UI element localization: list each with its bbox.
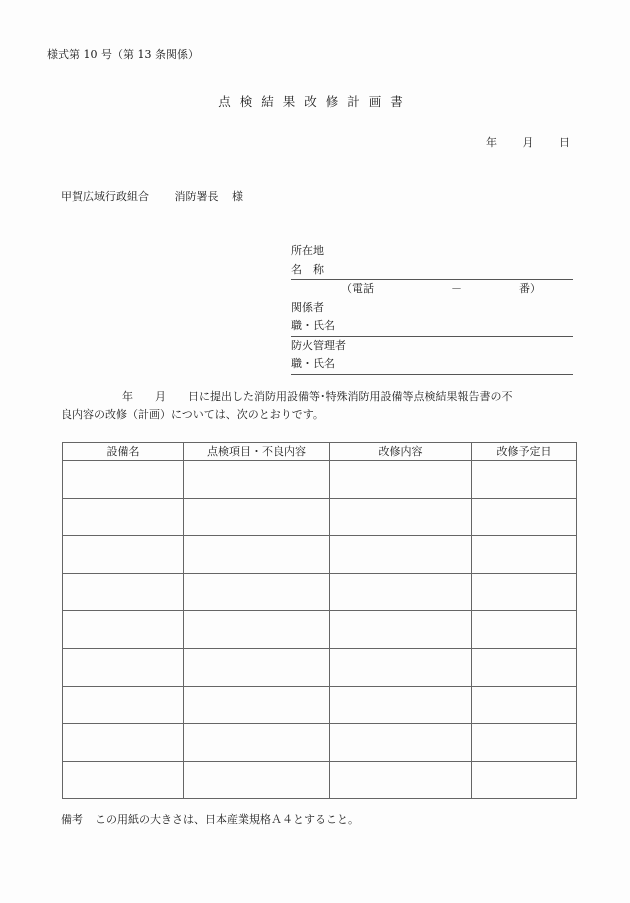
inspection-item-cell[interactable] bbox=[184, 761, 330, 799]
equipment-name-cell[interactable] bbox=[63, 611, 184, 649]
repair-content-cell[interactable] bbox=[330, 761, 472, 799]
date-month-label: 月 bbox=[522, 136, 534, 149]
scheduled-date-cell[interactable] bbox=[472, 536, 577, 574]
table-row bbox=[63, 611, 577, 649]
table-row bbox=[63, 761, 577, 799]
name-field[interactable] bbox=[291, 261, 573, 281]
table-row bbox=[63, 498, 577, 536]
header-equipment-name: 設備名 bbox=[63, 443, 184, 461]
inspection-item-cell[interactable] bbox=[184, 573, 330, 611]
submission-date bbox=[486, 134, 570, 150]
addressee-position: 消防署長 bbox=[174, 190, 219, 203]
fire-manager-label: 防火管理者 bbox=[291, 338, 346, 352]
applicant-block bbox=[291, 242, 573, 375]
scheduled-date-cell[interactable] bbox=[472, 761, 577, 799]
header-inspection-item: 点検項目・不良内容 bbox=[184, 443, 330, 461]
inspection-item-cell[interactable] bbox=[184, 686, 330, 724]
scheduled-date-cell[interactable] bbox=[472, 461, 577, 499]
phone-open-label: （電話 bbox=[341, 282, 374, 295]
fire-manager-heading bbox=[291, 337, 573, 356]
repair-content-cell[interactable] bbox=[330, 686, 472, 724]
scheduled-date-cell[interactable] bbox=[472, 498, 577, 536]
body-year: 年 bbox=[122, 390, 133, 403]
repair-content-cell[interactable] bbox=[330, 461, 472, 499]
equipment-name-cell[interactable] bbox=[63, 498, 184, 536]
table-header-row bbox=[63, 443, 577, 461]
equipment-name-cell[interactable] bbox=[63, 536, 184, 574]
related-party-heading bbox=[291, 299, 573, 318]
inspection-item-cell[interactable] bbox=[184, 536, 330, 574]
table-row bbox=[63, 461, 577, 499]
table-row bbox=[63, 648, 577, 686]
date-day-label: 日 bbox=[559, 136, 570, 149]
scheduled-date-cell[interactable] bbox=[472, 686, 577, 724]
fire-manager-title-label: 職・氏名 bbox=[291, 357, 335, 370]
table-row bbox=[63, 724, 577, 762]
phone-dash: － bbox=[451, 282, 462, 295]
equipment-name-cell[interactable] bbox=[63, 724, 184, 762]
document-title: 点検結果改修計画書 bbox=[218, 94, 412, 109]
related-party-label: 関係者 bbox=[291, 300, 324, 314]
repair-content-cell[interactable] bbox=[330, 498, 472, 536]
equipment-name-cell[interactable] bbox=[63, 648, 184, 686]
addressee bbox=[61, 188, 243, 204]
addressee-organization: 甲賀広域行政組合 bbox=[61, 190, 149, 203]
scheduled-date-cell[interactable] bbox=[472, 611, 577, 649]
repair-content-cell[interactable] bbox=[330, 573, 472, 611]
related-party-title-label: 職・氏名 bbox=[291, 319, 335, 332]
body-month: 月 bbox=[155, 390, 166, 403]
inspection-item-cell[interactable] bbox=[184, 724, 330, 762]
repair-plan-table bbox=[62, 442, 577, 799]
name-label: 名 称 bbox=[291, 262, 324, 276]
table-row bbox=[63, 573, 577, 611]
location-label: 所在地 bbox=[291, 244, 324, 257]
inspection-item-cell[interactable] bbox=[184, 498, 330, 536]
form-number: 様式第 10 号（第 13 条関係） bbox=[47, 48, 199, 61]
inspection-item-cell[interactable] bbox=[184, 611, 330, 649]
equipment-name-cell[interactable] bbox=[63, 461, 184, 499]
body-line2: 良内容の改修（計画）については、次のとおりです。 bbox=[61, 408, 324, 421]
remarks-label: 備考 bbox=[61, 813, 83, 826]
repair-content-cell[interactable] bbox=[330, 648, 472, 686]
remarks bbox=[61, 811, 359, 827]
table-row bbox=[63, 536, 577, 574]
inspection-item-cell[interactable] bbox=[184, 461, 330, 499]
addressee-honorific: 様 bbox=[232, 190, 243, 203]
header-scheduled-date: 改修予定日 bbox=[472, 443, 577, 461]
fire-manager-title-field[interactable] bbox=[291, 355, 573, 375]
repair-content-cell[interactable] bbox=[330, 724, 472, 762]
equipment-name-cell[interactable] bbox=[63, 761, 184, 799]
body-line1: 日に提出した消防用設備等･特殊消防用設備等点検結果報告書の不 bbox=[188, 390, 513, 403]
scheduled-date-cell[interactable] bbox=[472, 724, 577, 762]
table-row bbox=[63, 686, 577, 724]
equipment-name-cell[interactable] bbox=[63, 573, 184, 611]
location-field[interactable] bbox=[291, 242, 573, 261]
scheduled-date-cell[interactable] bbox=[472, 648, 577, 686]
body-paragraph bbox=[61, 388, 513, 424]
header-repair-content: 改修内容 bbox=[330, 443, 472, 461]
remarks-text: この用紙の大きさは、日本産業規格Ａ４とすること。 bbox=[95, 813, 359, 826]
inspection-item-cell[interactable] bbox=[184, 648, 330, 686]
phone-close-label: 番） bbox=[519, 282, 541, 295]
repair-content-cell[interactable] bbox=[330, 536, 472, 574]
phone-field[interactable] bbox=[291, 280, 573, 299]
related-party-title-field[interactable] bbox=[291, 317, 573, 337]
date-year-label: 年 bbox=[486, 136, 497, 149]
scheduled-date-cell[interactable] bbox=[472, 573, 577, 611]
equipment-name-cell[interactable] bbox=[63, 686, 184, 724]
repair-content-cell[interactable] bbox=[330, 611, 472, 649]
